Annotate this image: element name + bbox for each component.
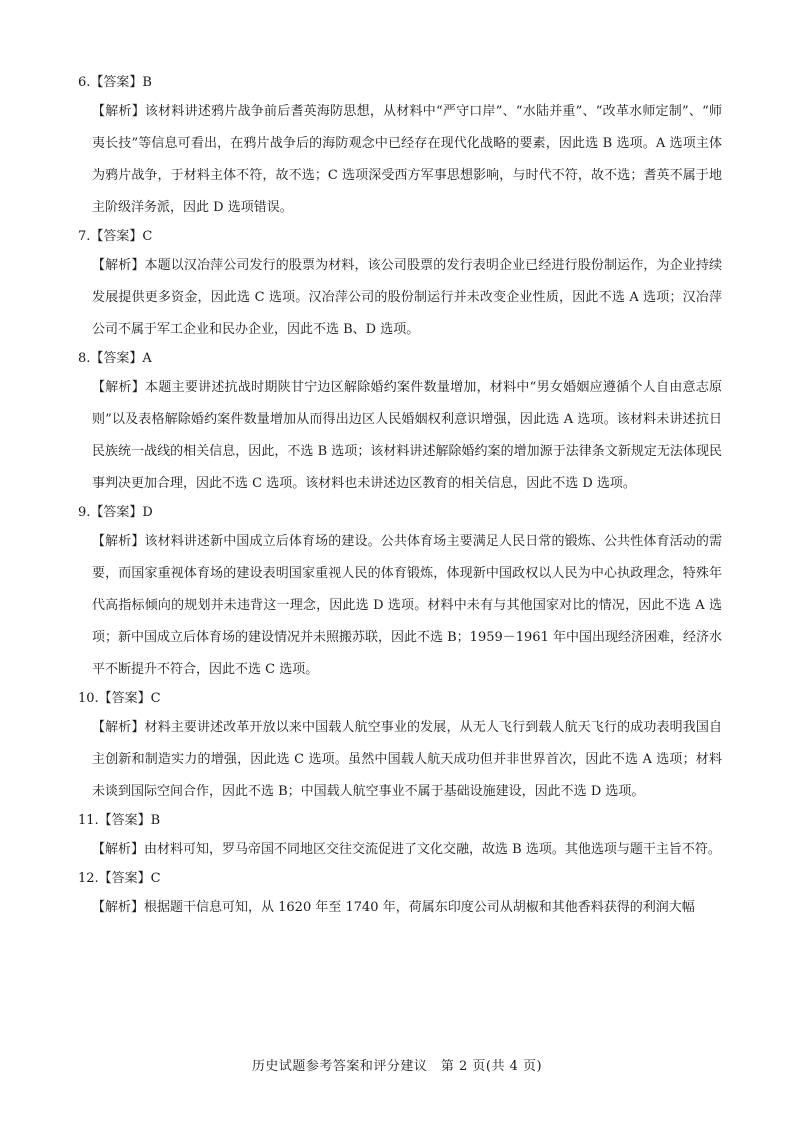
question-10 [78,686,722,808]
question-8 [78,346,722,500]
answer-line: 9.【答案】D [78,505,153,520]
answer-line: 10.【答案】C [78,691,161,706]
explanation-text: 【解析】本题主要讲述抗战时期陕甘宁边区解除婚约案件数量增加，材料中“男女婚姻应遵循个人自由意志原则”以及表格解除婚约案件数量增加从而得出边区人民婚姻权利意识增强，因此选 A 选项。该材料未讲述抗日民族统一战线的相关信息，因此，不选 B 选项；该材料讲述解除婚约案的增加源于法律条文新规定无法体现民事判决更加合理，因此不选 C 选项。该材料也未讲述边区教育的相关信息，因此不选 D 选项。 [92,380,722,491]
answer-line: 6.【答案】B [78,75,152,90]
explanation-text: 【解析】材料主要讲述改革开放以来中国载人航空事业的发展，从无人飞行到载人航天飞行的成功表明我国自主创新和制造实力的增强，因此选 C 选项。虽然中国载人航天成功但并非世界首次，因此不选 A 选项；材料未谈到国际空间合作，因此不选 B；中国载人航空事业不属于基础设施建设，因此不选 D 选项。 [92,720,722,799]
question-12 [78,866,722,924]
explanation-text: 【解析】该材料讲述新中国成立后体育场的建设。公共体育场主要满足人民日常的锻炼、公共性体育活动的需要，而国家重视体育场的建设表明国家重视人民的体育锻炼，体现新中国政权以人民为中心执政理念，特殊年代高指标倾向的规划并未违背这一理念，因此选 D 选项。材料中未有与其他国家对比的情况，因此不选 A 选项；新中国成立后体育场的建设情况并未照搬苏联，因此不选 B；1959－1961 年中国出现经济困难，经济水平不断提升不符合，因此不选 C 选项。 [92,534,722,677]
question-6 [78,70,722,224]
question-9 [78,500,722,686]
page-footer: 历史试题参考答案和评分建议 第 2 页(共 4 页) [251,1059,543,1074]
explanation-text: 【解析】本题以汉冶萍公司发行的股票为材料，该公司股票的发行表明企业已经进行股份制运作，为企业持续发展提供更多资金，因此选 C 选项。汉冶萍公司的股份制运行并未改变企业性质，因此不选 A 选项；汉冶萍公司不属于军工企业和民办企业，因此不选 B、D 选项。 [92,258,722,337]
question-7 [78,224,722,346]
answer-list [78,70,722,924]
answer-line: 7.【答案】C [78,229,153,244]
explanation-text: 【解析】根据题干信息可知，从 1620 年至 1740 年，荷属东印度公司从胡椒和其他香料获得的利润大幅 [92,900,695,915]
answer-line: 11.【答案】B [78,813,161,828]
answer-line: 8.【答案】A [78,351,152,366]
explanation-text: 【解析】由材料可知，罗马帝国不同地区交往交流促进了文化交融，故选 B 选项。其他选项与题干主旨不符。 [92,842,721,857]
answer-line: 12.【答案】C [78,871,161,886]
explanation-text: 【解析】该材料讲述鸦片战争前后耆英海防思想，从材料中“严守口岸”、“水陆并重”、“改革水师定制”、“师夷长技”等信息可看出，在鸦片战争后的海防观念中已经存在现代化战略的要素，因此选 B 选项。A 选项主体为鸦片战争，于材料主体不符，故不选；C 选项深受西方军事思想影响，与时代不符，故不选；耆英不属于地主阶级洋务派，因此 D 选项错误。 [92,104,722,215]
question-11 [78,808,722,866]
